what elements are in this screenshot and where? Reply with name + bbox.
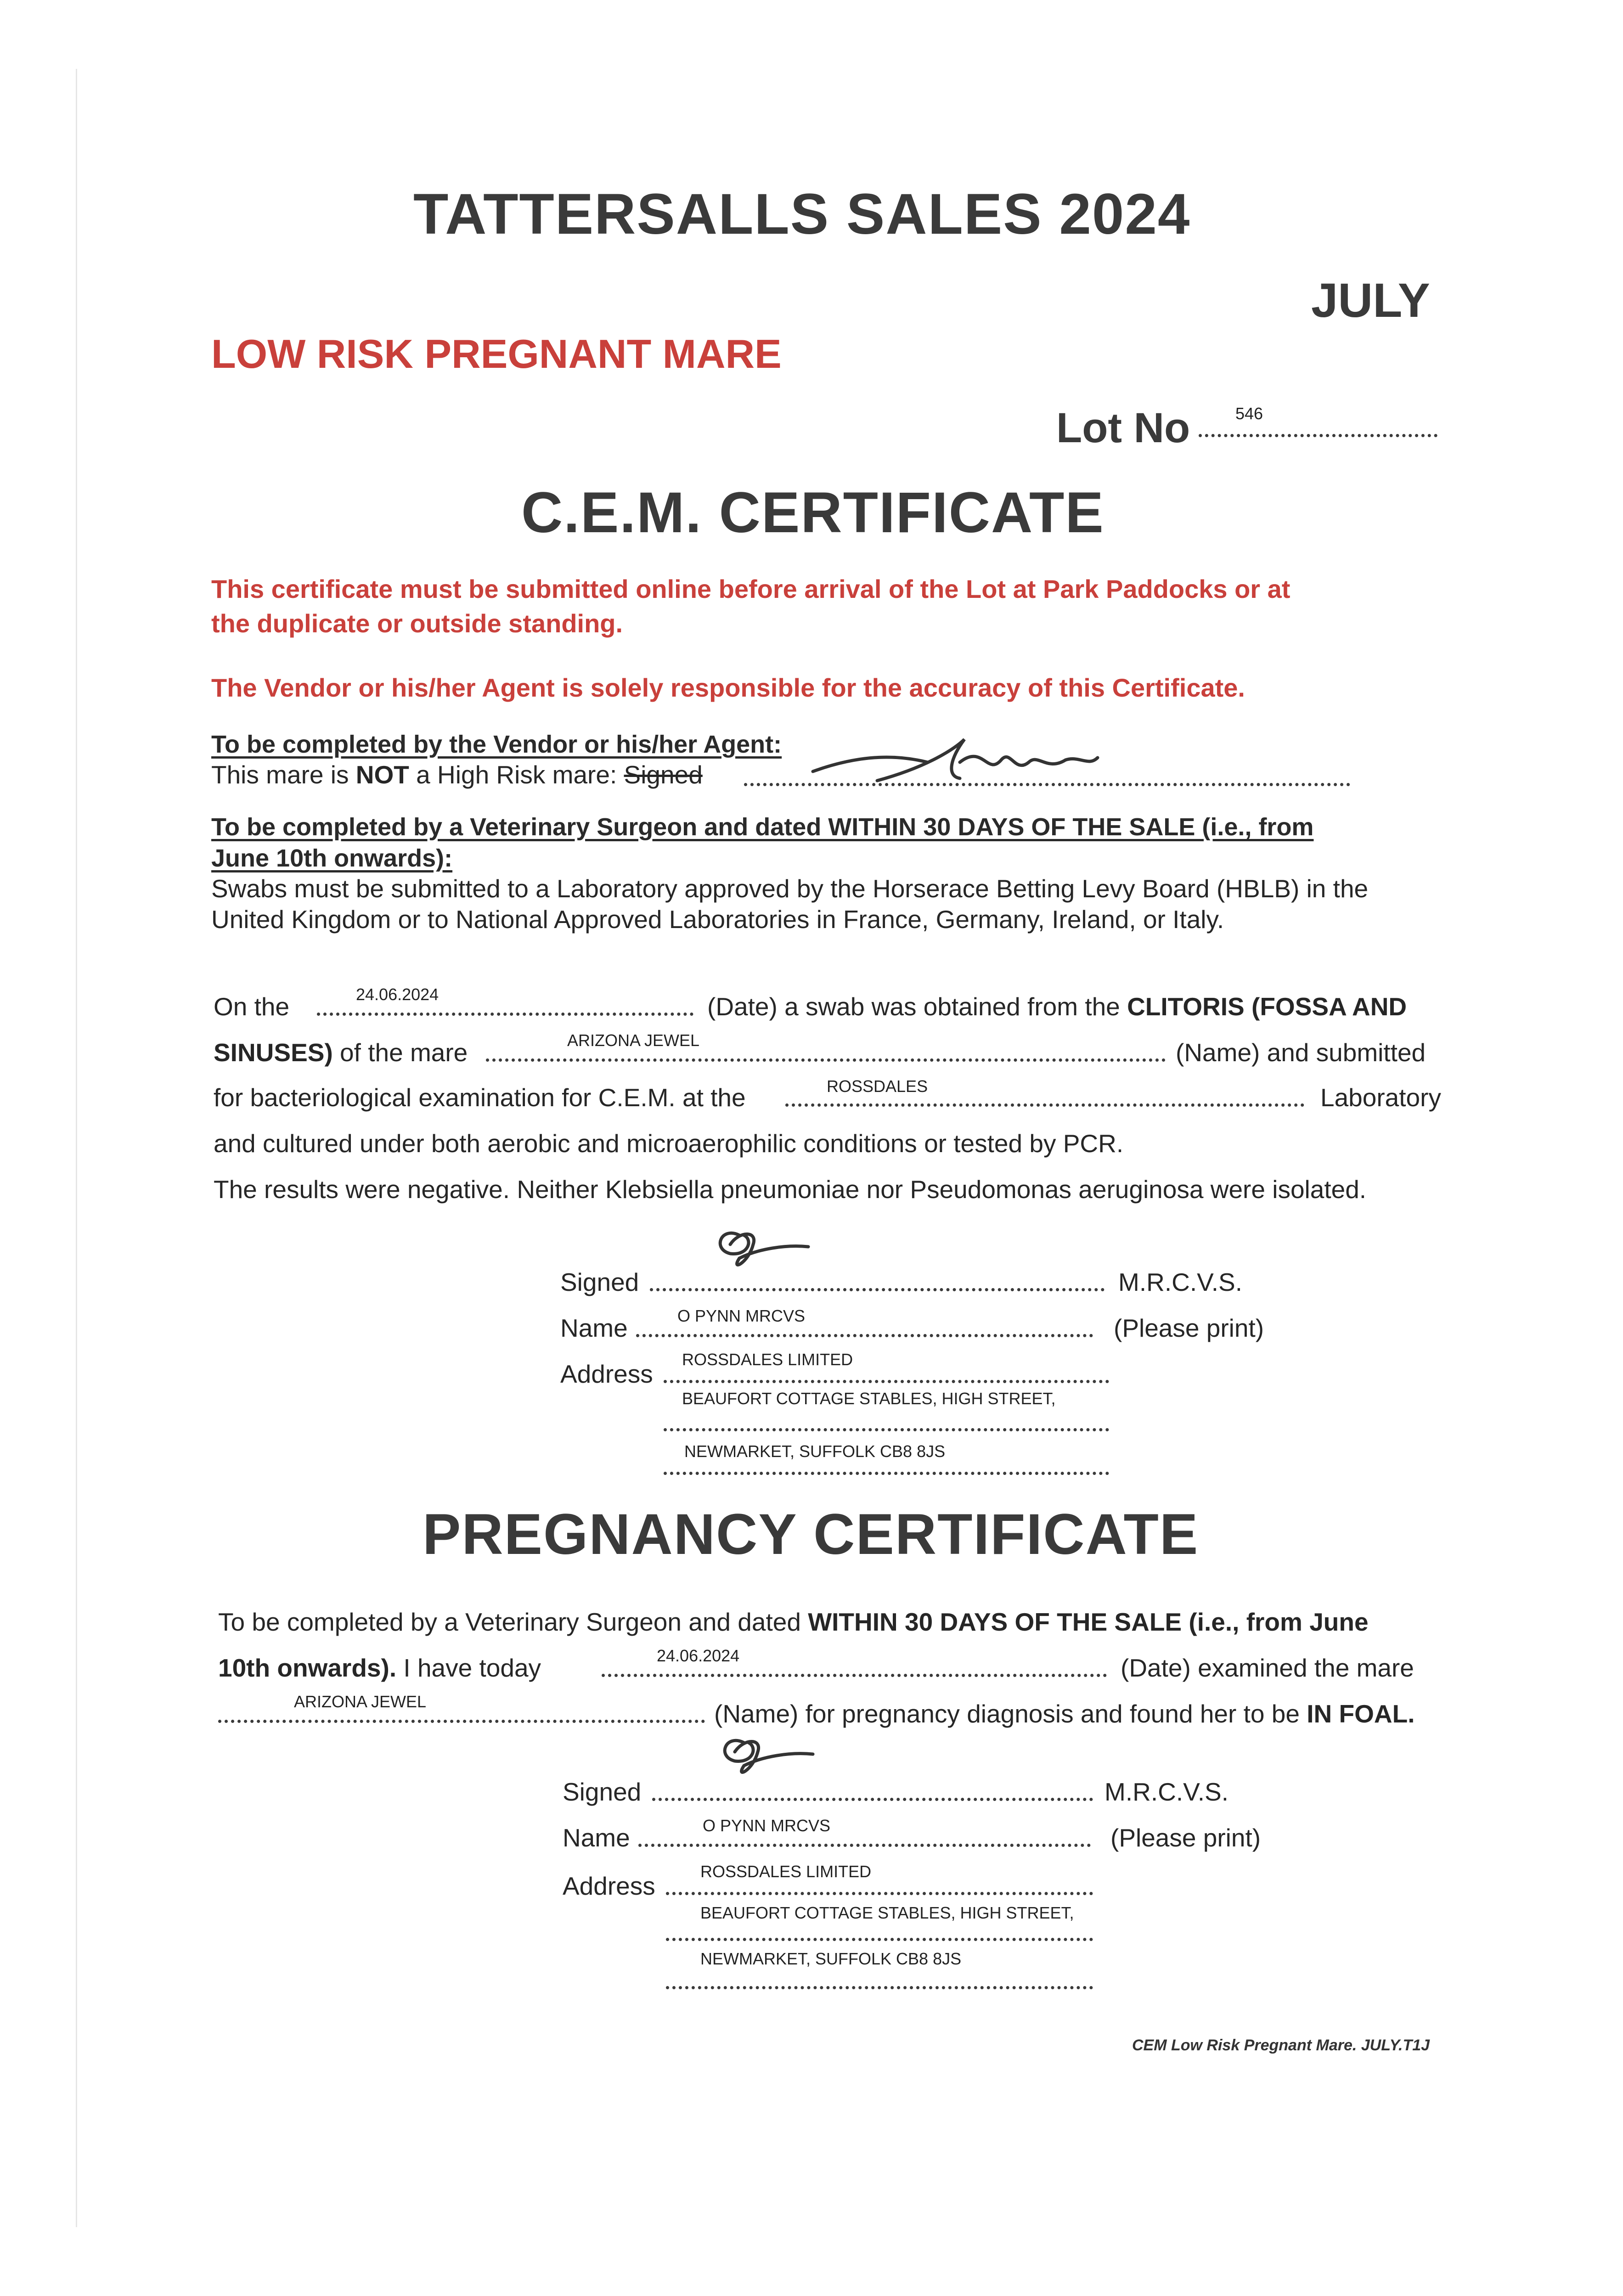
laboratory-value: ROSSDALES bbox=[827, 1077, 928, 1096]
mare-category: LOW RISK PREGNANT MARE bbox=[211, 331, 782, 377]
swab-site-text: (Date) a swab was obtained from the CLITORIS (FOSSA AND bbox=[707, 992, 1407, 1021]
cem-vet-signature bbox=[703, 1221, 822, 1286]
pregnancy-vet-signature bbox=[707, 1729, 827, 1793]
high-risk-declaration: This mare is NOT a High Risk mare: Signed bbox=[211, 760, 703, 789]
pregnancy-date-value: 24.06.2024 bbox=[657, 1646, 740, 1665]
page-margin-line bbox=[76, 69, 77, 2227]
sale-month: JULY bbox=[1311, 274, 1430, 327]
culture-method-text: and cultured under both aerobic and microaerophilic conditions or tested by PCR. bbox=[214, 1129, 1124, 1158]
swab-date-dots bbox=[317, 1013, 693, 1016]
mare-name-suffix: (Name) and submitted bbox=[1176, 1038, 1426, 1067]
swab-date-value: 24.06.2024 bbox=[356, 985, 439, 1004]
document-title: TATTERSALLS SALES 2024 bbox=[413, 182, 1191, 246]
mare-name-prefix: SINUSES) of the mare bbox=[214, 1038, 468, 1067]
pregnancy-address-line-2: BEAUFORT COTTAGE STABLES, HIGH STREET, bbox=[700, 1903, 1074, 1922]
pregnancy-signed-dots bbox=[652, 1798, 1093, 1801]
form-reference: CEM Low Risk Pregnant Mare. JULY.T1J bbox=[1132, 2037, 1430, 2054]
pregnancy-address-dots-1 bbox=[666, 1892, 1093, 1895]
cem-signed-dots bbox=[650, 1288, 1105, 1291]
pregnancy-mare-name-value: ARIZONA JEWEL bbox=[294, 1692, 427, 1711]
pregnancy-name-label: Name bbox=[563, 1823, 630, 1852]
cem-certificate-title: C.E.M. CERTIFICATE bbox=[521, 481, 1105, 545]
cem-address-dots-3 bbox=[664, 1472, 1109, 1475]
cem-address-line-3: NEWMARKET, SUFFOLK CB8 8JS bbox=[684, 1442, 946, 1461]
pregnancy-address-dots-3 bbox=[666, 1986, 1093, 1989]
cem-name-dots bbox=[636, 1334, 1093, 1337]
laboratory-dots bbox=[785, 1103, 1304, 1107]
pregnancy-address-line-1: ROSSDALES LIMITED bbox=[700, 1862, 872, 1881]
mare-name-dots bbox=[486, 1058, 1166, 1062]
pregnancy-date-suffix: (Date) examined the mare bbox=[1121, 1654, 1414, 1682]
pregnancy-date-dots bbox=[602, 1674, 1107, 1677]
cem-vet-name-value: O PYNN MRCVS bbox=[677, 1306, 806, 1325]
lot-number-label: Lot No bbox=[1056, 405, 1190, 451]
pregnancy-instruction-line-2: 10th onwards). I have today bbox=[218, 1654, 541, 1682]
cem-please-print: (Please print) bbox=[1114, 1314, 1264, 1342]
on-the-label: On the bbox=[214, 992, 290, 1021]
test-results-text: The results were negative. Neither Klebsiella pneumoniae nor Pseudomonas aeruginosa were isolated. bbox=[214, 1175, 1367, 1204]
cem-address-line-1: ROSSDALES LIMITED bbox=[682, 1350, 853, 1369]
vet-section-heading-line-2: June 10th onwards): bbox=[211, 844, 453, 872]
responsibility-notice: The Vendor or his/her Agent is solely responsible for the accuracy of this Certificate. bbox=[211, 673, 1245, 702]
vendor-signature bbox=[808, 735, 1102, 790]
pregnancy-address-dots-2 bbox=[666, 1938, 1093, 1941]
submission-notice-line-2: the duplicate or outside standing. bbox=[211, 609, 623, 638]
swab-requirement-line-2: United Kingdom or to National Approved Laboratories in France, Germany, Ireland, or Italy. bbox=[211, 905, 1224, 934]
lot-number-dots bbox=[1199, 434, 1437, 437]
pregnancy-name-dots bbox=[638, 1844, 1091, 1847]
laboratory-suffix: Laboratory bbox=[1320, 1083, 1441, 1112]
cem-address-line-2: BEAUFORT COTTAGE STABLES, HIGH STREET, bbox=[682, 1389, 1056, 1408]
pregnancy-address-line-3: NEWMARKET, SUFFOLK CB8 8JS bbox=[700, 1949, 962, 1968]
cem-address-dots-1 bbox=[664, 1380, 1109, 1383]
vet-section-heading-line-1: To be completed by a Veterinary Surgeon and dated WITHIN 30 DAYS OF THE SALE (i.e., from bbox=[211, 813, 1314, 841]
cem-signed-label: Signed bbox=[560, 1268, 639, 1296]
laboratory-prefix: for bacteriological examination for C.E.M. at the bbox=[214, 1083, 746, 1112]
pregnancy-diagnosis-text: (Name) for pregnancy diagnosis and found her to be IN FOAL. bbox=[714, 1699, 1415, 1728]
cem-address-label: Address bbox=[560, 1360, 653, 1388]
submission-notice-line-1: This certificate must be submitted online before arrival of the Lot at Park Paddocks or at bbox=[211, 574, 1291, 603]
lot-number-value: 546 bbox=[1235, 404, 1263, 423]
cem-mrcvs-label: M.R.C.V.S. bbox=[1118, 1268, 1242, 1296]
pregnancy-address-label: Address bbox=[563, 1872, 655, 1900]
cem-address-dots-2 bbox=[664, 1428, 1109, 1431]
pregnancy-instruction-line-1: To be completed by a Veterinary Surgeon and dated WITHIN 30 DAYS OF THE SALE (i.e., from June bbox=[218, 1608, 1369, 1636]
vendor-section-heading: To be completed by the Vendor or his/her Agent: bbox=[211, 731, 782, 758]
pregnancy-signed-label: Signed bbox=[563, 1778, 642, 1806]
pregnancy-please-print: (Please print) bbox=[1110, 1823, 1261, 1852]
pregnancy-vet-name-value: O PYNN MRCVS bbox=[703, 1816, 831, 1835]
cem-name-label: Name bbox=[560, 1314, 628, 1342]
pregnancy-mrcvs-label: M.R.C.V.S. bbox=[1105, 1778, 1229, 1806]
pregnancy-mare-name-dots bbox=[218, 1720, 705, 1723]
pregnancy-certificate-title: PREGNANCY CERTIFICATE bbox=[423, 1503, 1199, 1566]
swab-requirement-line-1: Swabs must be submitted to a Laboratory approved by the Horserace Betting Levy Board (HBLB) in the bbox=[211, 874, 1369, 903]
mare-name-value: ARIZONA JEWEL bbox=[567, 1031, 700, 1050]
